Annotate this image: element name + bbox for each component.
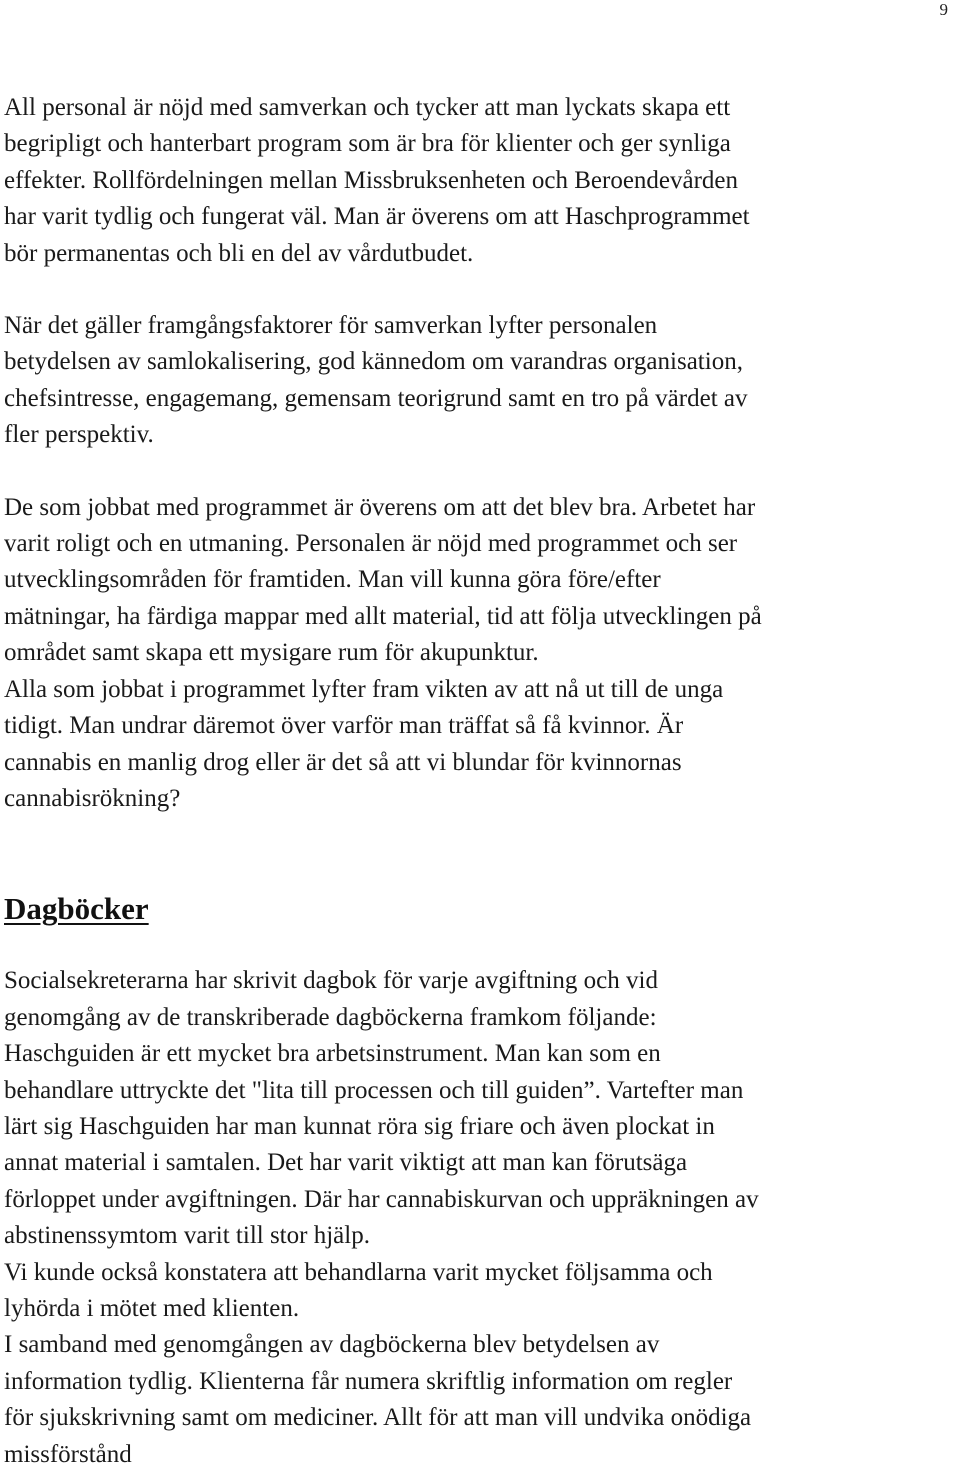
section-body: Socialsekreterarna har skrivit dagbok för varje avgiftning och vid genomgång av de transkriberade dagböckerna framkom följande: Haschguiden är ett mycket bra arbetsinstrument. Man kan som en behandlare uttryckte det "lita till processen och till guiden”. Vartefter man lärt sig Haschguiden har man kunnat röra sig friare och även plockat in annat material i samtalen. Det har varit viktigt att man kan förutsäga förloppet under avgiftningen. Där har cannabiskurvan och uppräkningen av abstinenssymtom varit till stor hjälp. Vi kunde också konstatera att behandlarna varit mycket följsamma och lyhörda i mötet med klienten. I samband med genomgången av dagböckerna blev betydelsen av information tydlig. Klienterna får numera skriftlig information om regler för sjukskrivning samt om mediciner. Allt för att man vill undvika onödiga missförstånd (4, 967, 759, 1468)
page-number: 9 (939, 0, 948, 19)
paragraph-framgangsfaktorer: När det gäller framgångsfaktorer för samverkan lyfter personalen betydelsen av samlokalisering, god kännedom om varandras organisation, chefsintresse, engagemang, gemensam teorigrund samt en tro på värdet av fler perspektiv. (4, 312, 748, 449)
paragraph-programmet: De som jobbat med programmet är överens om att det blev bra. Arbetet har varit roligt och en utmaning. Personalen är nöjd med programmet och ser utvecklingsområden för framtiden. Man vill kunna göra före/efter mätningar, ha färdiga mappar med allt material, tid att följa utvecklingen på området samt skapa ett mysigare rum för akupunktur. Alla som jobbat i programmet lyfter fram vikten av att nå ut till de unga tidigt. Man undrar däremot över varför man träffat så få kvinnor. Är cannabis en manlig drog eller är det så att vi blundar för kvinnornas cannabisrökning? (4, 493, 762, 812)
section-heading: Dagböcker (4, 891, 149, 927)
document-content (4, 90, 958, 1473)
paragraph-samverkan: All personal är nöjd med samverkan och tycker att man lyckats skapa ett begripligt och hanterbart program som är bra för klienter och ger synliga effekter. Rollfördelningen mellan Missbruksenheten och Beroendevården har varit tydlig och fungerat väl. Man är överens om att Haschprogrammet bör permanentas och bli en del av vårdutbudet. (4, 94, 750, 267)
